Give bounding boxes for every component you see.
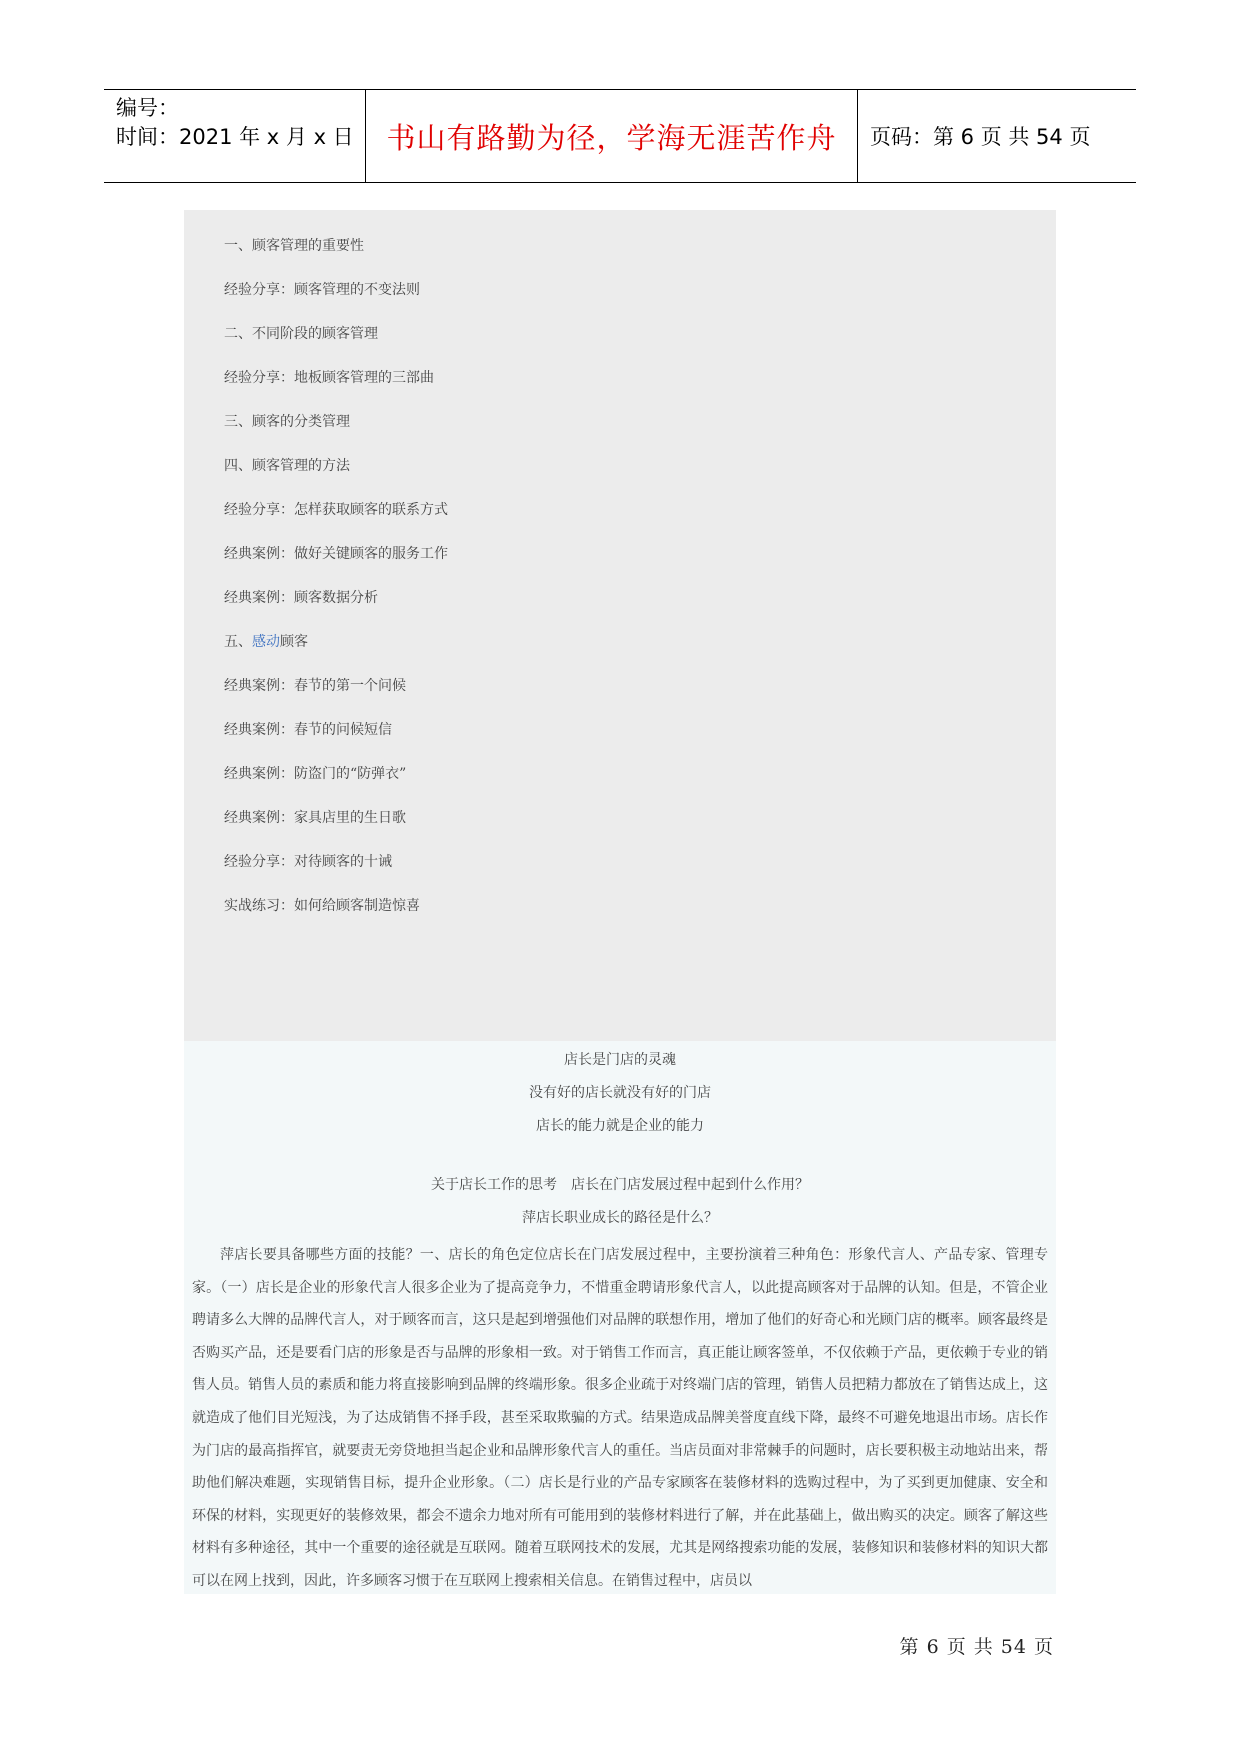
slogan-line: 店长是门店的灵魂 xyxy=(564,1052,676,1068)
footer-page-number: 第 6 页 共 54 页 xyxy=(899,1636,1054,1658)
date-label: 时间：2021 年 x 月 x 日 xyxy=(116,125,354,149)
touch-link[interactable]: 感动 xyxy=(252,634,280,650)
header-motto: 书山有路勤为径，学海无涯苦作舟 xyxy=(366,90,858,182)
toc-item: 经典案例：家具店里的生日歌 xyxy=(224,810,406,826)
toc-item: 经验分享：地板顾客管理的三部曲 xyxy=(224,370,434,386)
toc-block xyxy=(184,210,1056,1041)
toc-item: 二、不同阶段的顾客管理 xyxy=(224,326,378,342)
toc-item: 三、顾客的分类管理 xyxy=(224,414,350,430)
toc-item: 实战练习：如何给顾客制造惊喜 xyxy=(224,898,420,914)
article-body: 萍店长要具备哪些方面的技能？一、店长的角色定位店长在门店发展过程中，主要扮演着三种角色：形象代言人、产品专家、管理专家。（一）店长是企业的形象代言人很多企业为了提高竞争力，不惜重金聘请形象代言人，以此提高顾客对于品牌的认知。但是，不管企业聘请多么大牌的品牌代言人，对于顾客而言，这只是起到增强他们对品牌的联想作用，增加了他们的好奇心和光顾门店的概率。顾客最终是否购买产品，还是要看门店的形象是否与品牌的形象相一致。对于销售工作而言，真正能让顾客签单，不仅依赖于产品，更依赖于专业的销售人员。销售人员的素质和能力将直接影响到品牌的终端形象。很多企业疏于对终端门店的管理，销售人员把精力都放在了销售达成上，这就造成了他们目光短浅，为了达成销售不择手段，甚至采取欺骗的方式。结果造成品牌美誉度直线下降，最终不可避免地退出市场。店长作为门店的最高指挥官，就要责无旁贷地担当起企业和品牌形象代言人的重任。当店员面对非常棘手的问题时，店长要积极主动地站出来，帮助他们解决难题，实现销售目标，提升企业形象。（二）店长是行业的产品专家顾客在装修材料的选购过程中，为了买到更加健康、安全和环保的材料，实现更好的装修效果，都会不遗余力地对所有可能用到的装修材料进行了解，并在此基础上，做出购买的决定。顾客了解这些材料有多种途径，其中一个重要的途径就是互联网。随着互联网技术的发展，尤其是网络搜索功能的发展，装修知识和装修材料的知识大都可以在网上找到，因此，许多顾客习惯于在互联网上搜索相关信息。在销售过程中，店员以 xyxy=(192,1247,1048,1589)
toc-item: 经典案例：做好关键顾客的服务工作 xyxy=(224,546,448,562)
toc-item: 经验分享：顾客管理的不变法则 xyxy=(224,282,420,298)
slogan-line: 店长的能力就是企业的能力 xyxy=(536,1118,704,1134)
toc-item: 经典案例：顾客数据分析 xyxy=(224,590,378,606)
document-header xyxy=(104,89,1136,183)
toc-item-touch-customers xyxy=(224,631,308,651)
article-block xyxy=(184,1041,1056,1594)
serial-number-label: 编号： xyxy=(116,96,179,120)
toc-item: 一、顾客管理的重要性 xyxy=(224,238,364,254)
toc-item: 经典案例：春节的问候短信 xyxy=(224,722,392,738)
toc-item: 四、顾客管理的方法 xyxy=(224,458,350,474)
header-meta-cell xyxy=(104,90,366,182)
toc-item: 经典案例：防盗门的“防弹衣” xyxy=(224,766,407,782)
toc-item-suffix: 顾客 xyxy=(280,634,308,650)
question-line: 关于店长工作的思考 店长在门店发展过程中起到什么作用？ xyxy=(431,1177,809,1193)
question-line: 萍店长职业成长的路径是什么？ xyxy=(522,1210,718,1226)
toc-item: 经典案例：春节的第一个问候 xyxy=(224,678,406,694)
slogan-line: 没有好的店长就没有好的门店 xyxy=(529,1085,711,1101)
toc-item: 经验分享：对待顾客的十诫 xyxy=(224,854,392,870)
toc-item-prefix: 五、 xyxy=(224,634,252,650)
header-page-number: 页码：第 6 页 共 54 页 xyxy=(870,125,1091,149)
toc-item: 经验分享：怎样获取顾客的联系方式 xyxy=(224,502,448,518)
